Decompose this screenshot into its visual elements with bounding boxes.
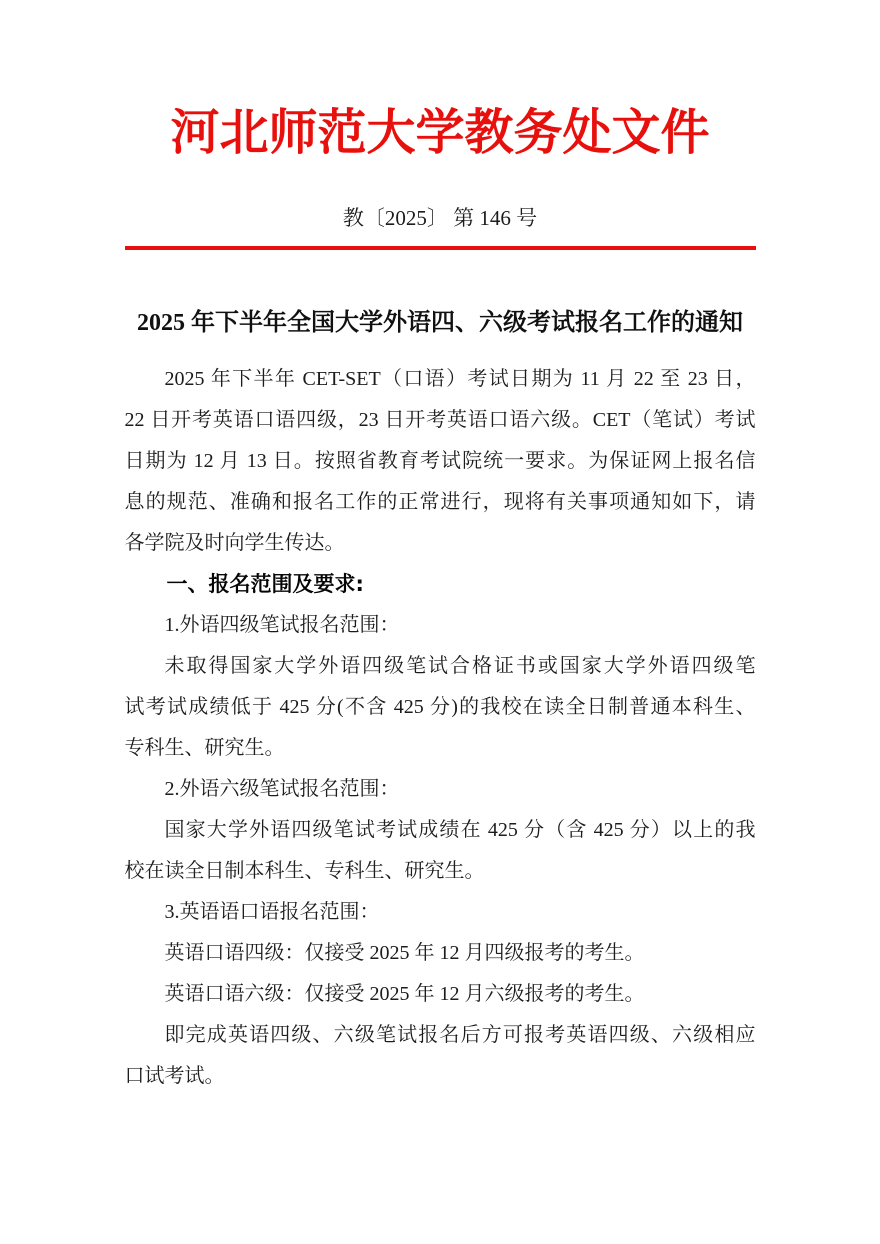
body-line: 2025 年下半年 CET-SET（口语）考试日期为 11 月 22 至 23 日， [164, 368, 756, 390]
body-line: 国家大学外语四级笔试考试成绩在 425 分（含 425 分）以上的我 [164, 819, 756, 841]
body-line: 试考试成绩低于 425 分(不含 425 分)的我校在读全日制普通本科生、 [124, 696, 756, 718]
red-separator-line [125, 246, 756, 250]
body-line: 即完成英语四级、六级笔试报名后方可报考英语四级、六级相应 [164, 1024, 756, 1046]
document-content [125, 0, 756, 1097]
body-line: 息的规范、准确和报名工作的正常进行，现将有关事项通知如下，请 [124, 491, 756, 513]
body-line: 专科生、研究生。 [124, 737, 285, 759]
item-heading-2: 2.外语六级笔试报名范围： [164, 778, 400, 800]
notice-title: 2025 年下半年全国大学外语四、六级考试报名工作的通知 [137, 310, 743, 336]
body-line: 日期为 12 月 13 日。按照省教育考试院统一要求。为保证网上报名信 [124, 450, 756, 472]
doc-number: 教〔2025〕 第 146 号 [342, 206, 538, 230]
item-heading-3: 3.英语语口语报名范围： [164, 901, 380, 923]
item-heading-1: 1.外语四级笔试报名范围： [164, 614, 400, 636]
body-line: 各学院及时向学生传达。 [124, 532, 345, 554]
body-line: 英语口语六级：仅接受 2025 年 12 月六级报考的考生。 [164, 983, 645, 1005]
body-line: 校在读全日制本科生、专科生、研究生。 [124, 860, 485, 882]
section-heading: 一、报名范围及要求: [166, 572, 364, 596]
body-line: 未取得国家大学外语四级笔试合格证书或国家大学外语四级笔 [164, 655, 756, 677]
body-line: 英语口语四级：仅接受 2025 年 12 月四级报考的考生。 [164, 942, 645, 964]
body-line: 22 日开考英语口语四级，23 日开考英语口语六级。CET（笔试）考试 [124, 409, 756, 431]
letterhead-title: 河北师范大学教务处文件 [170, 105, 710, 160]
notice-body [125, 359, 756, 1097]
letterhead [125, 0, 756, 250]
body-line: 口试考试。 [124, 1065, 225, 1087]
